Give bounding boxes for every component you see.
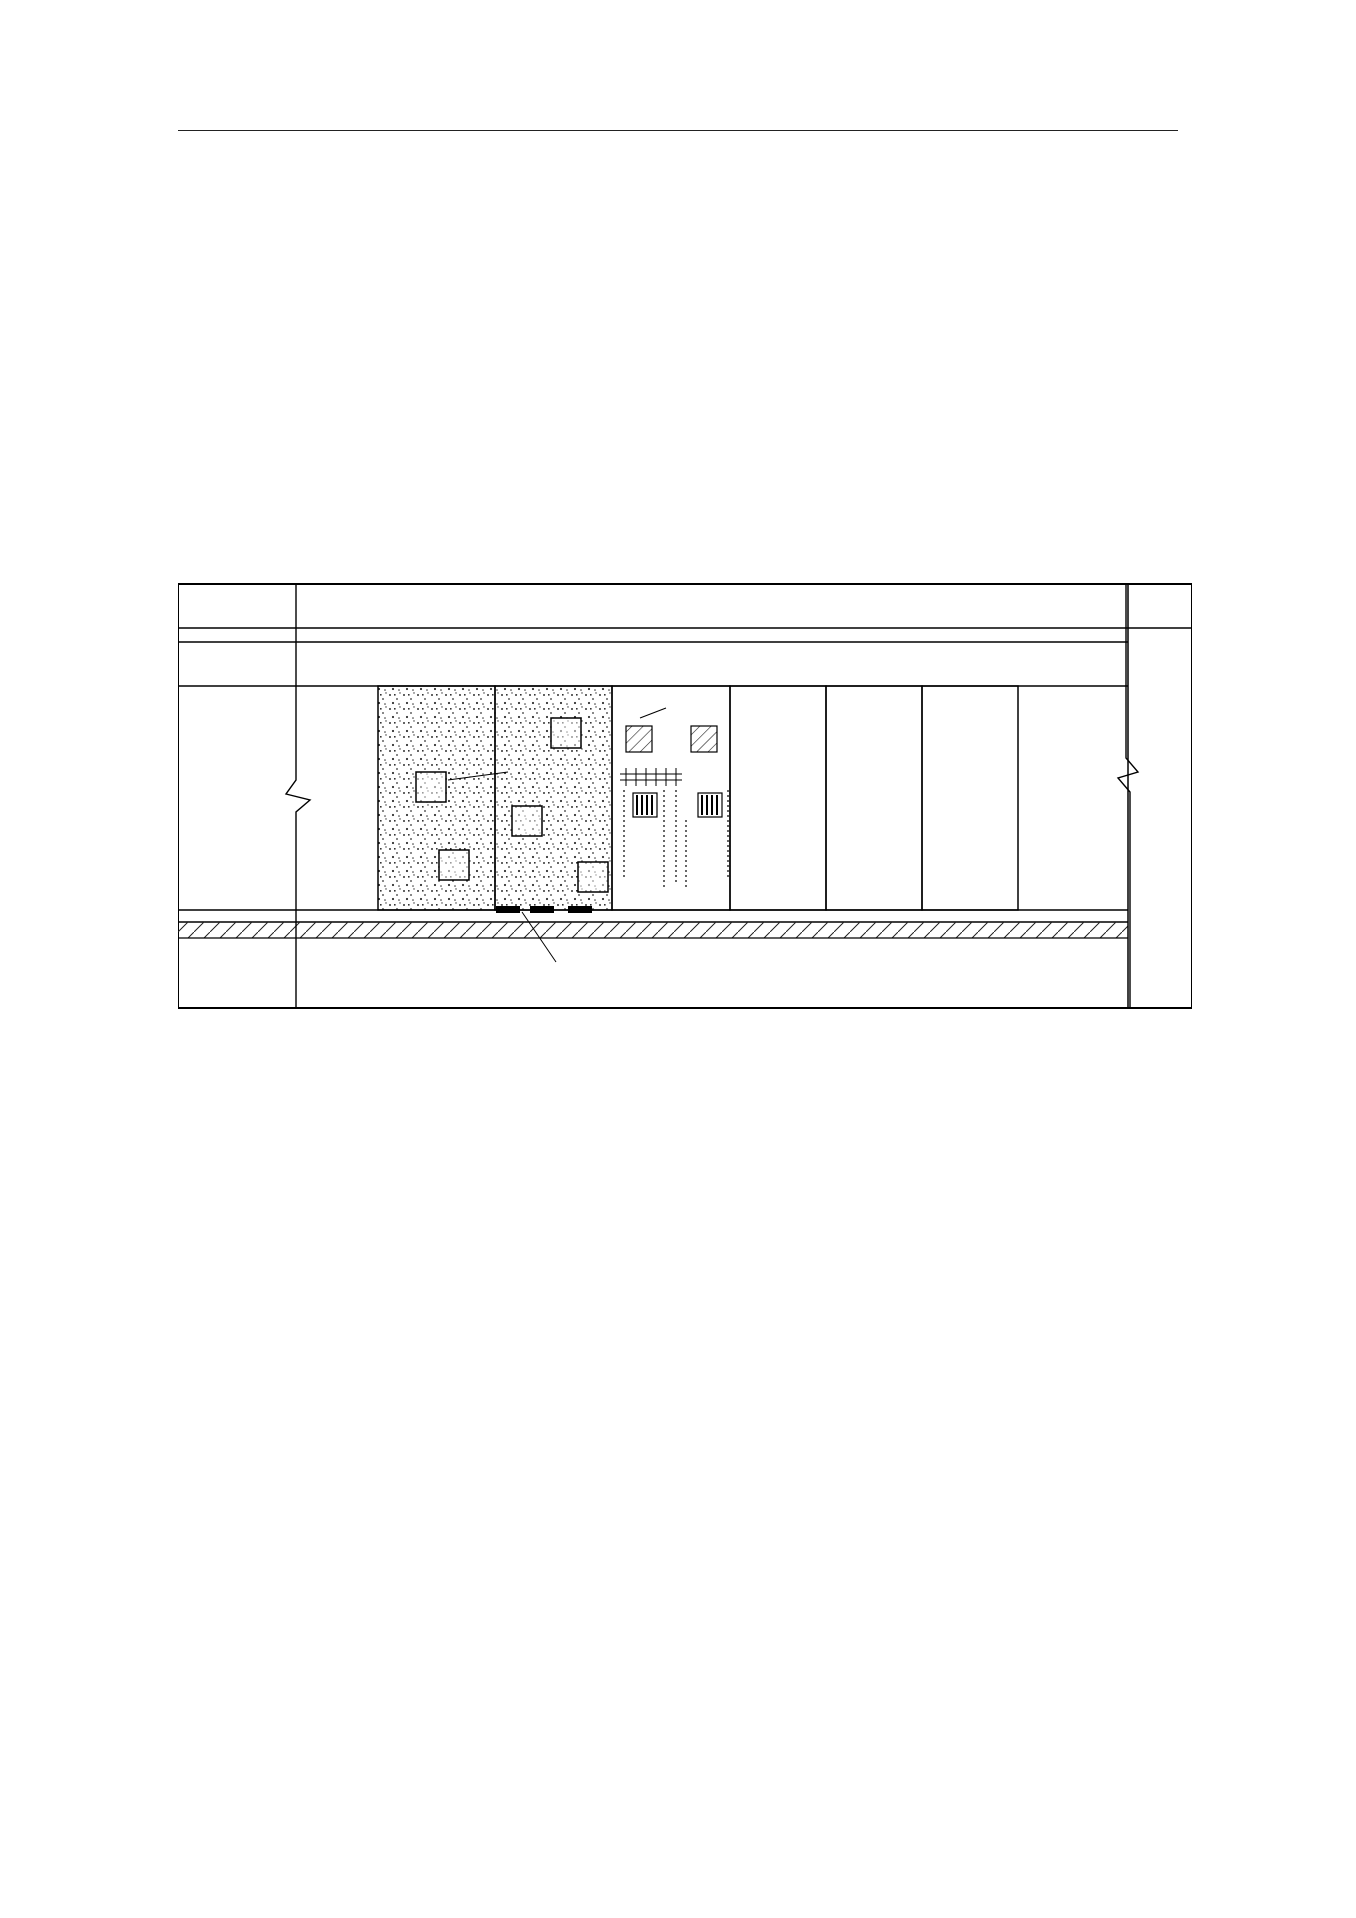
page-header [178,96,1178,131]
pillar-recovery-diagram [178,580,1192,1012]
